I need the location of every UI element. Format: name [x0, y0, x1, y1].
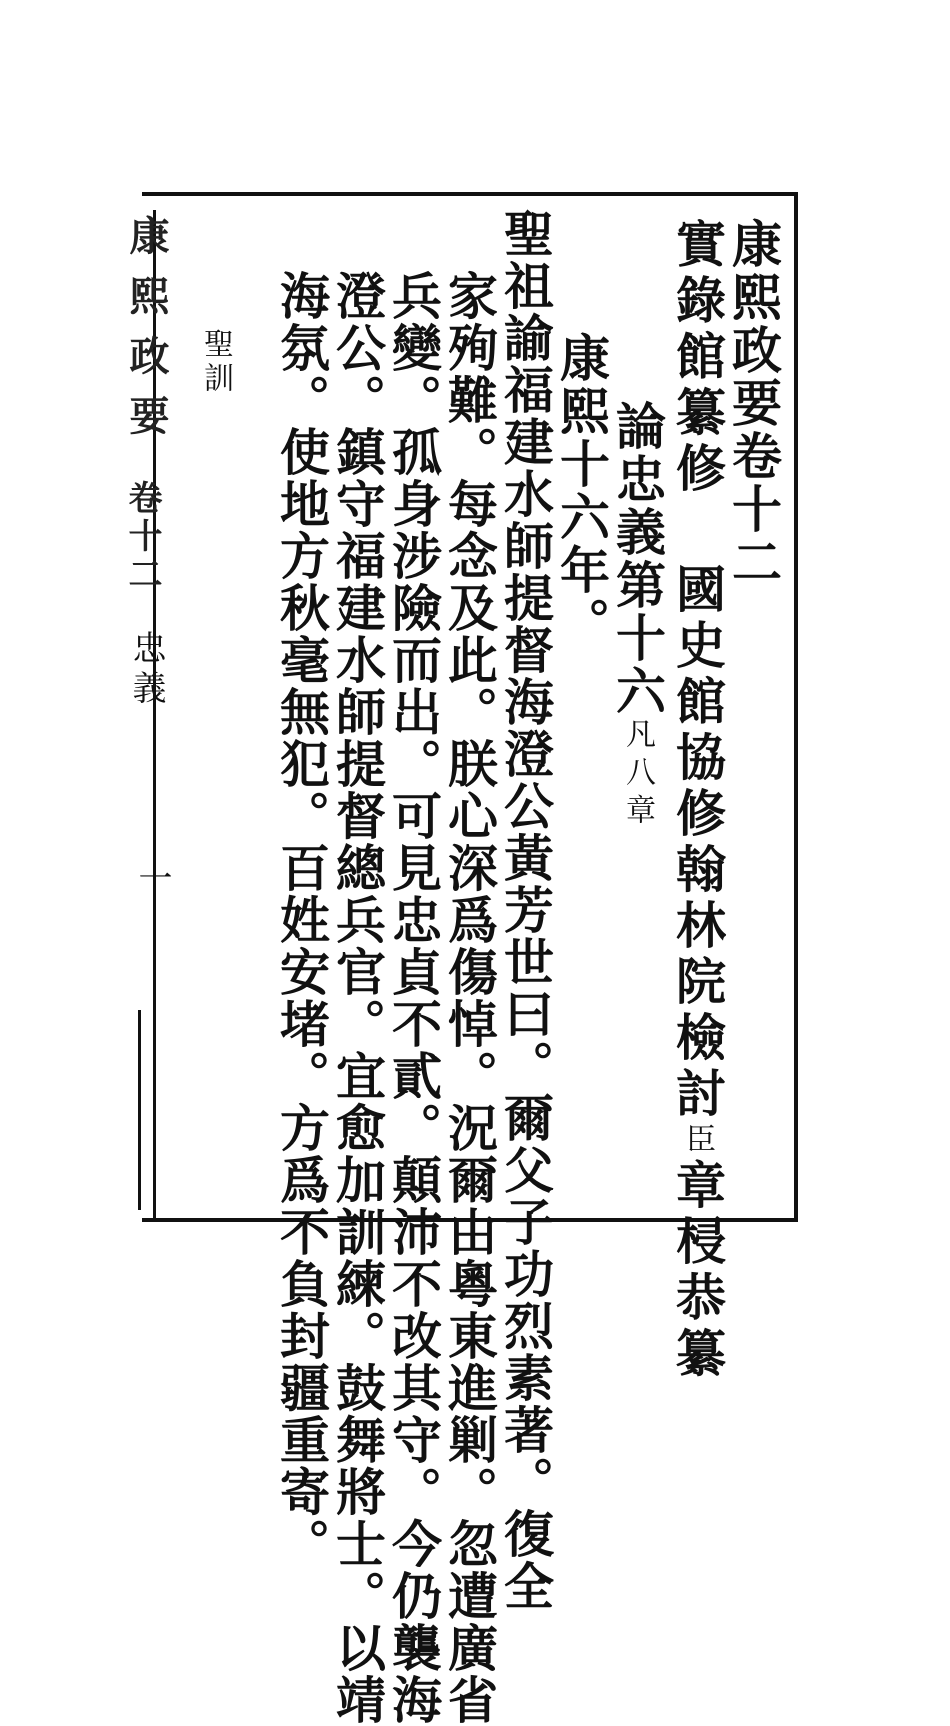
- margin-rule: [138, 1010, 141, 1210]
- byline-name: 章梫恭纂: [668, 1159, 727, 1383]
- source-attribution: 聖訓: [198, 328, 233, 396]
- body-line-2: 家殉難。每念及此。朕心深爲傷悼。況爾由粵東進剿。忽遭廣省: [440, 270, 499, 1726]
- margin-category: 忠義: [126, 630, 166, 710]
- body-line-4: 澄公。鎮守福建水師提督總兵官。宜愈加訓練。鼓舞將士。以靖: [328, 270, 387, 1726]
- body-line-5: 海氛。使地方秋毫無犯。百姓安堵。方爲不負封疆重寄。: [272, 270, 331, 1570]
- byline-chen: 臣: [680, 1123, 715, 1159]
- margin-page-number: 一: [132, 860, 172, 894]
- byline-main: 實錄館纂修 國史館協修翰林院檢討: [668, 218, 727, 1123]
- year-heading: 康熙十六年。: [552, 332, 611, 650]
- margin-book-title: 康熙政要: [123, 215, 170, 455]
- body-line-1: 聖祖諭福建水師提督海澄公黃芳世曰。爾父子功烈素著。復全: [496, 208, 555, 1612]
- byline: [668, 218, 727, 1383]
- margin-volume: 卷十二: [122, 480, 162, 594]
- section-note: 凡八章: [620, 718, 655, 832]
- section-title-text: 論忠義第十六: [608, 400, 667, 718]
- section-title: [608, 400, 667, 832]
- volume-title: 康熙政要卷十二: [724, 218, 783, 589]
- body-line-3: 兵變。孤身涉險而出。可見忠貞不貳。顛沛不改其守。今仍襲海: [384, 270, 443, 1726]
